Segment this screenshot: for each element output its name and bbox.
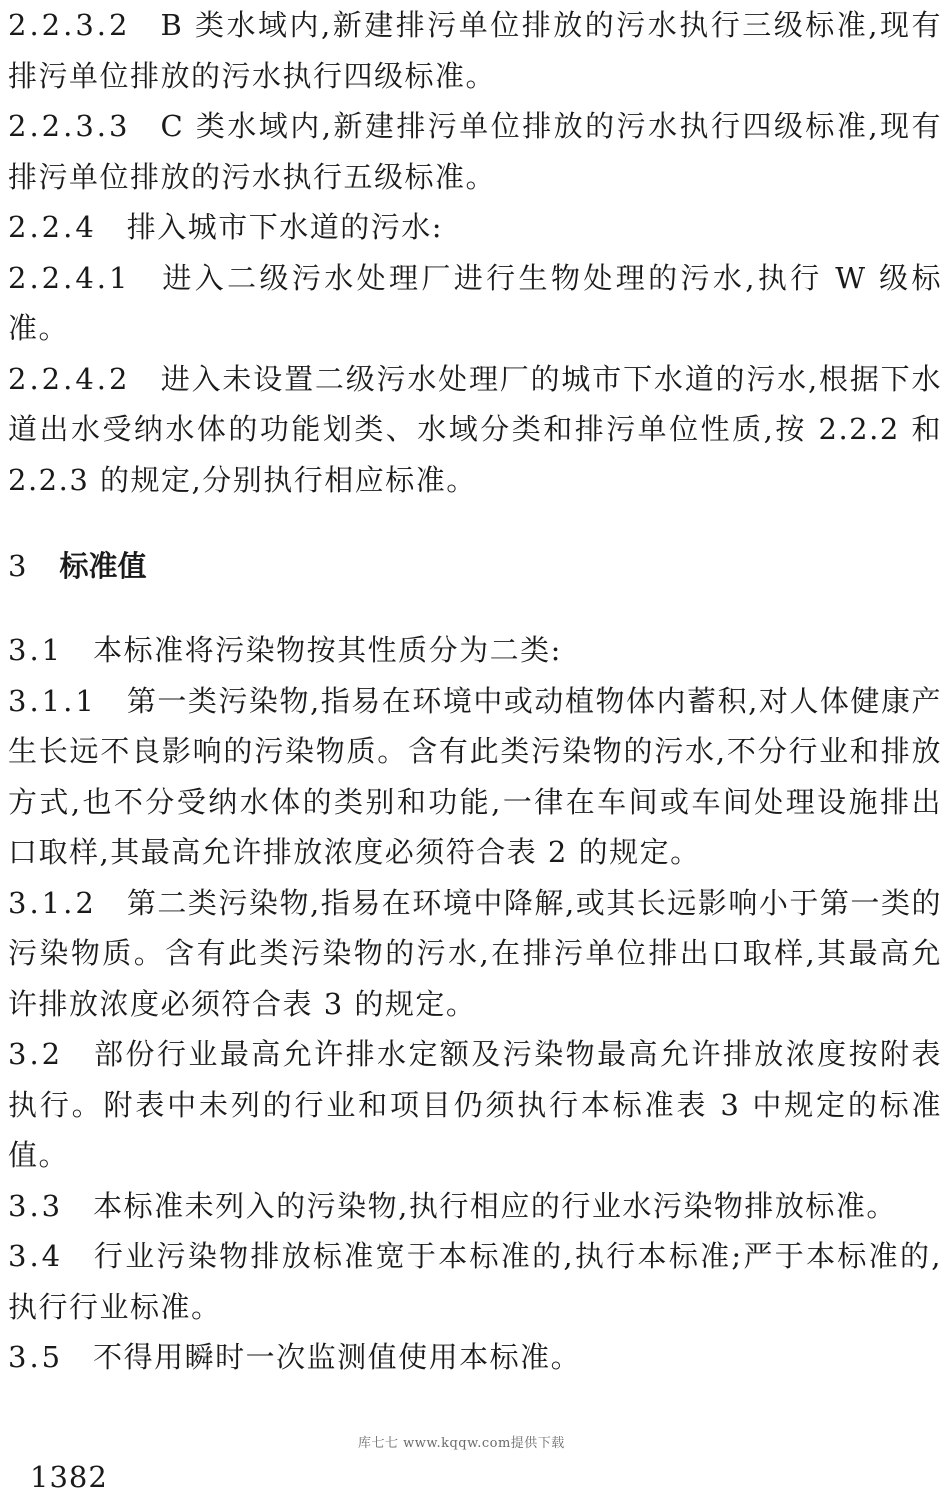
clause-text: 排入城市下水道的污水: [126, 210, 444, 244]
clause-text: 进入未设置二级污水处理厂的城市下水道的污水,根据下水道出水受纳水体的功能划类、水域分类和排污单位性质,按 2.2.2 和 2.2.3 的规定,分别执行相应标准。 [8, 361, 942, 497]
clause-text: 进入二级污水处理厂进行生物处理的污水,执行 W 级标准。 [8, 260, 942, 345]
clause-text: 第一类污染物,指易在环境中或动植物体内蓄积,对人体健康产生长远不良影响的污染物质。含有此类污染物的污水,不分行业和排放方式,也不分受纳水体的类别和功能,一律在车间或车间处理设施排出口取样,其最高允许排放浓度必须符合表 2 的规定。 [8, 683, 942, 869]
clause-text: 本标准未列入的污染物,执行相应的行业水污染物排放标准。 [93, 1188, 897, 1223]
clause-number: 2.2.4.1 [8, 260, 131, 295]
clause-text: C 类水域内,新建排污单位排放的污水执行四级标准,现有排污单位排放的污水执行五级标准。 [8, 109, 942, 194]
clause-text: 不得用瞬时一次监测值使用本标准。 [93, 1340, 582, 1374]
clause-number: 2.2.4.2 [8, 361, 131, 396]
clause-2-2-4-1 [8, 253, 942, 354]
clause-2-2-4 [8, 202, 942, 253]
clause-text: B 类水域内,新建排污单位排放的污水执行三级标准,现有排污单位排放的污水执行四级标准。 [8, 8, 942, 93]
clause-3-3 [8, 1181, 942, 1232]
clause-3-4 [8, 1231, 942, 1332]
clause-number: 3.3 [8, 1188, 64, 1223]
clause-text: 行业污染物排放标准宽于本标准的,执行本标准;严于本标准的,执行行业标准。 [8, 1239, 942, 1324]
clause-text: 本标准将污染物按其性质分为二类: [93, 633, 562, 667]
clause-number: 3.1.2 [8, 885, 97, 920]
section-title: 标准值 [59, 549, 147, 583]
watermark-text: 库七七 www.kqqw.com提供下载 [358, 1436, 565, 1451]
clause-number: 3.1 [8, 633, 64, 667]
clause-3-1 [8, 625, 942, 676]
clause-3-1-1 [8, 676, 942, 878]
clause-number: 2.2.3.2 [8, 8, 131, 42]
clause-3-5 [8, 1332, 942, 1383]
clause-3-2 [8, 1029, 942, 1181]
clause-2-2-4-2 [8, 354, 942, 506]
clause-number: 3.1.1 [8, 683, 97, 718]
clause-2-2-3-3 [8, 101, 942, 202]
page-number: 1382 [30, 1460, 108, 1494]
section-heading [8, 541, 942, 591]
clause-number: 2.2.4 [8, 210, 97, 244]
clause-text: 第二类污染物,指易在环境中降解,或其长远影响小于第一类的污染物质。含有此类污染物的污水,在排污单位排出口取样,其最高允许排放浓度必须符合表 3 的规定。 [8, 885, 942, 1021]
clause-number: 2.2.3.3 [8, 109, 131, 143]
clause-2-2-3-2 [8, 0, 942, 101]
clause-number: 3.5 [8, 1340, 64, 1374]
clause-number: 3.2 [8, 1037, 64, 1071]
document-page [8, 0, 942, 1383]
section-number: 3 [8, 549, 30, 583]
clause-number: 3.4 [8, 1239, 64, 1273]
clause-text: 部份行业最高允许排水定额及污染物最高允许排放浓度按附表执行。附表中未列的行业和项目仍须执行本标准表 3 中规定的标准值。 [8, 1037, 942, 1172]
clause-3-1-2 [8, 878, 942, 1030]
